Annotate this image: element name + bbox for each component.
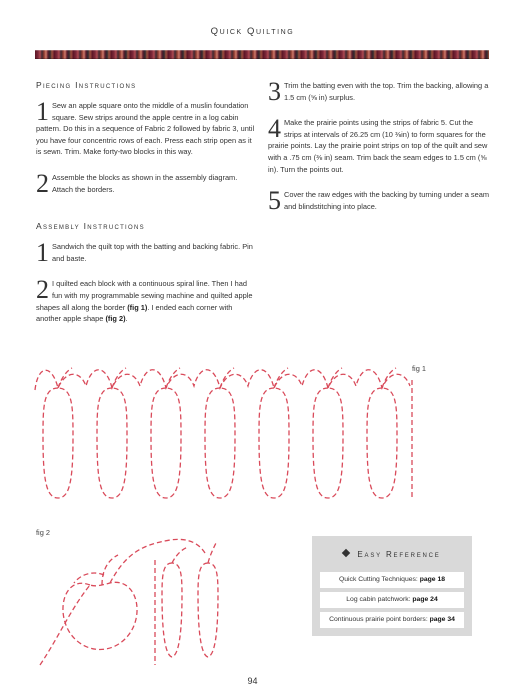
assembly-step-1 xyxy=(36,238,256,268)
fig-2-border-stem xyxy=(172,543,216,563)
fig-1-apple-outline xyxy=(259,388,289,498)
fig1-reference: (fig 1) xyxy=(127,302,148,312)
fig-1-label: fig 1 xyxy=(412,364,426,373)
step-text: Sandwich the quilt top with the batting and backing fabric. Pin and baste. xyxy=(52,242,253,263)
fig-2-apple-outline xyxy=(63,582,137,649)
left-column xyxy=(36,80,256,339)
easy-reference-item-cutting xyxy=(320,572,464,588)
fig-1-apple-outline xyxy=(43,388,73,498)
step-number: 4 xyxy=(268,114,281,144)
fig-2-apple-leaf xyxy=(74,573,104,583)
fig2-reference: (fig 2) xyxy=(105,314,126,324)
diamond-bullet-icon xyxy=(342,549,350,557)
reference-page: page 24 xyxy=(412,596,438,603)
step-text: Make the prairie points using the strips of fabric 5. Cut the strips at intervals of 26.25 cm (10 ⅜in) to form squares for the prairie points. Lay the prairie point strips on top of the quilt and sew with a .75 cm (⅜ in) seam. Trim back the seam edges to 1.5 cm (⅝ in). Turn the points out. xyxy=(268,118,488,174)
piecing-instructions-heading: Piecing Instructions xyxy=(36,80,137,90)
assembly-step-2 xyxy=(36,275,256,324)
step-text: I quilted each block with a continuous spiral line. Then I had fun with my programmable sewing machine and quilted apple shapes all along the border xyxy=(36,279,253,312)
fig-1-apple-outline xyxy=(367,388,397,498)
reference-page: page 34 xyxy=(429,616,455,623)
step-number: 3 xyxy=(268,77,281,106)
fig-2-apple-stem xyxy=(102,555,118,585)
easy-reference-title-text: Easy Reference xyxy=(357,550,441,559)
step-text: Trim the batting even with the top. Trim the backing, allowing a 1.5 cm (⅝ in) surplus. xyxy=(284,81,489,102)
fig-1-apple-stem xyxy=(166,368,180,388)
fig-1-apple-outline xyxy=(205,388,235,498)
fig-1-stitch-line xyxy=(35,370,410,390)
step-number: 1 xyxy=(36,238,49,268)
fig-1-apple-outline xyxy=(97,388,127,498)
fig-1-apple-outline xyxy=(313,388,343,498)
fig-2-border-apple-1 xyxy=(162,563,182,657)
step-text: Assemble the blocks as shown in the assembly diagram. Attach the borders. xyxy=(52,172,238,194)
decorative-fabric-band xyxy=(35,50,489,59)
right-column xyxy=(268,77,490,226)
easy-reference-box xyxy=(312,536,472,636)
piecing-step-1 xyxy=(36,97,256,158)
running-header: Quick Quilting xyxy=(210,26,295,37)
easy-reference-title xyxy=(312,550,472,559)
reference-page: page 18 xyxy=(419,576,446,583)
piecing-step-2 xyxy=(36,168,256,198)
fig-2-quilting-line xyxy=(40,539,205,665)
easy-reference-item-log-cabin xyxy=(320,592,464,608)
assembly-step-5 xyxy=(268,186,490,216)
fig-2-corner-apple-diagram xyxy=(30,515,230,675)
step-number: 5 xyxy=(268,186,281,216)
fig-1-apple-stem xyxy=(328,368,342,388)
assembly-instructions-heading: Assembly Instructions xyxy=(36,221,145,232)
step-number: 2 xyxy=(36,275,49,305)
step-number: 2 xyxy=(36,168,49,198)
step-number: 1 xyxy=(36,97,49,126)
step-text: Sew an apple square onto the middle of a muslin foundation square. Sew strips around the apple centre in a log cabin pattern. Do this in a sequence of Fabric 2 followed by fabric 3, until you have four concentric rows of each. Press each strip open as it is sewn. Trim. Make forty-two blocks in this way. xyxy=(36,101,255,157)
fig-1-apple-border-diagram xyxy=(30,360,420,510)
reference-label: Quick Cutting Techniques: xyxy=(338,576,420,583)
reference-label: Continuous prairie point borders: xyxy=(329,616,430,623)
fig-2-label: fig 2 xyxy=(36,528,50,537)
fig-1-apple-outline xyxy=(151,388,181,498)
step-text: . I ended each corner with another apple shape xyxy=(36,302,233,324)
fig-2-border-apple-2 xyxy=(198,563,218,657)
assembly-step-4 xyxy=(268,114,490,175)
assembly-step-3 xyxy=(268,77,490,106)
step-text: Cover the raw edges with the backing by turning under a seam and blindstitching into place. xyxy=(284,190,489,211)
step-text: . xyxy=(125,314,128,324)
reference-label: Log cabin patchwork: xyxy=(346,596,413,603)
page-number: 94 xyxy=(247,676,258,686)
easy-reference-item-prairie-points xyxy=(320,612,464,628)
